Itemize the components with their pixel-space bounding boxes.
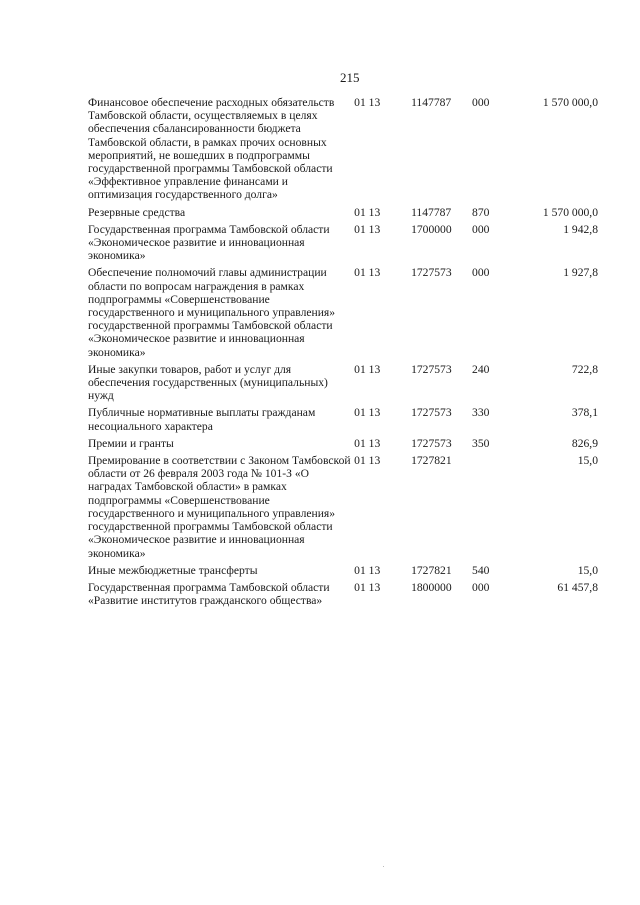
- section-code-cell: 01 13: [354, 205, 381, 219]
- expense-name-cell: Иные закупки товаров, работ и услуг для обеспечения государственных (муниципальных) нужд: [88, 362, 328, 403]
- section-code-cell: 01 13: [354, 580, 381, 594]
- target-code-cell: 1800000: [411, 580, 452, 594]
- table-row: [88, 96, 598, 206]
- table-row: [88, 581, 598, 611]
- expense-name-cell: Финансовое обеспечение расходных обязательств Тамбовской области, осуществляемых в целях обеспечения сбалансированности бюджета Тамбовской области, в рамках прочих основных мероприятий, не вошедших в подпрограммы государственной программы Тамбовской области «Эффективное управление финансами и оптимизация государственного долга»: [88, 96, 335, 202]
- table-row: [88, 363, 598, 407]
- amount-cell: 1 942,8: [563, 222, 598, 236]
- section-code-cell: 01 13: [354, 406, 381, 420]
- target-code-cell: 1727821: [411, 563, 452, 577]
- expense-type-code-cell: [472, 454, 513, 564]
- expense-name-cell: Государственная программа Тамбовской области «Экономическое развитие и инновационная экономика»: [88, 222, 330, 263]
- expense-name-cell: Обеспечение полномочий главы администрации области по вопросам награждения в рамках подпрограммы «Совершенствование государственного и муниципального управления» государственной программы Тамбовской области «Экономическое развитие и инновационная экономика»: [88, 266, 336, 359]
- table-row: [88, 406, 598, 436]
- target-code-cell: 1727573: [411, 362, 452, 376]
- amount-cell: 15,0: [577, 454, 598, 468]
- section-code-cell: 01 13: [354, 362, 381, 376]
- amount-cell: 1 570 000,0: [542, 96, 598, 109]
- expense-name-cell: Государственная программа Тамбовской области «Развитие институтов гражданского общества»: [88, 580, 330, 608]
- section-code-cell: 01 13: [354, 222, 381, 236]
- page-number: 215: [340, 70, 360, 85]
- section-code-cell: 01 13: [354, 563, 381, 577]
- expense-type-code-cell: 000: [472, 266, 490, 280]
- table-row: [88, 454, 598, 564]
- expense-name-cell: Премии и гранты: [88, 436, 174, 450]
- amount-cell: 378,1: [571, 406, 598, 420]
- target-code-cell: 1727821: [411, 454, 452, 468]
- expense-type-code-cell: 000: [472, 580, 490, 594]
- budget-table: [88, 96, 598, 611]
- section-code-cell: 01 13: [354, 266, 381, 280]
- amount-cell: 1 570 000,0: [542, 205, 598, 219]
- table-row: [88, 266, 598, 362]
- expense-type-code-cell: 870: [472, 205, 490, 219]
- expense-name-cell: Премирование в соответствии с Законом Тамбовской области от 26 февраля 2003 года № 101-З «О наградах Тамбовской области» в рамках подпрограммы «Совершенствование государственного и муниципального управления» государственной программы Тамбовской области «Экономическое развитие и инновационная экономика»: [88, 454, 351, 560]
- table-row: [88, 206, 598, 223]
- table-row: [88, 564, 598, 581]
- section-code-cell: 01 13: [354, 454, 381, 468]
- expense-type-code-cell: 000: [472, 222, 490, 236]
- target-code-cell: 1147787: [411, 205, 452, 219]
- expense-name-cell: Публичные нормативные выплаты гражданам несоциального характера: [88, 406, 316, 433]
- target-code-cell: 1727573: [411, 266, 452, 280]
- budget-table-body: [88, 96, 598, 611]
- target-code-cell: 1727573: [411, 436, 452, 450]
- section-code-cell: 01 13: [354, 436, 381, 450]
- expense-type-code-cell: 240: [472, 362, 490, 376]
- expense-type-code-cell: 540: [472, 563, 490, 577]
- table-row: [88, 437, 598, 454]
- target-code-cell: 1727573: [411, 406, 452, 420]
- table-row: [88, 223, 598, 267]
- scan-dot-mark: [383, 866, 384, 867]
- amount-cell: 1 927,8: [563, 266, 598, 280]
- expense-name-cell: Иные межбюджетные трансферты: [88, 563, 258, 577]
- amount-cell: 15,0: [577, 563, 598, 577]
- expense-type-code-cell: 000: [472, 96, 490, 109]
- target-code-cell: 1147787: [411, 96, 452, 109]
- amount-cell: 722,8: [571, 362, 598, 376]
- amount-cell: 61 457,8: [557, 580, 598, 594]
- amount-cell: 826,9: [571, 436, 598, 450]
- expense-type-code-cell: 330: [472, 406, 490, 420]
- expense-name-cell: Резервные средства: [88, 205, 186, 219]
- target-code-cell: 1700000: [411, 222, 452, 236]
- expense-type-code-cell: 350: [472, 436, 490, 450]
- section-code-cell: 01 13: [354, 96, 381, 109]
